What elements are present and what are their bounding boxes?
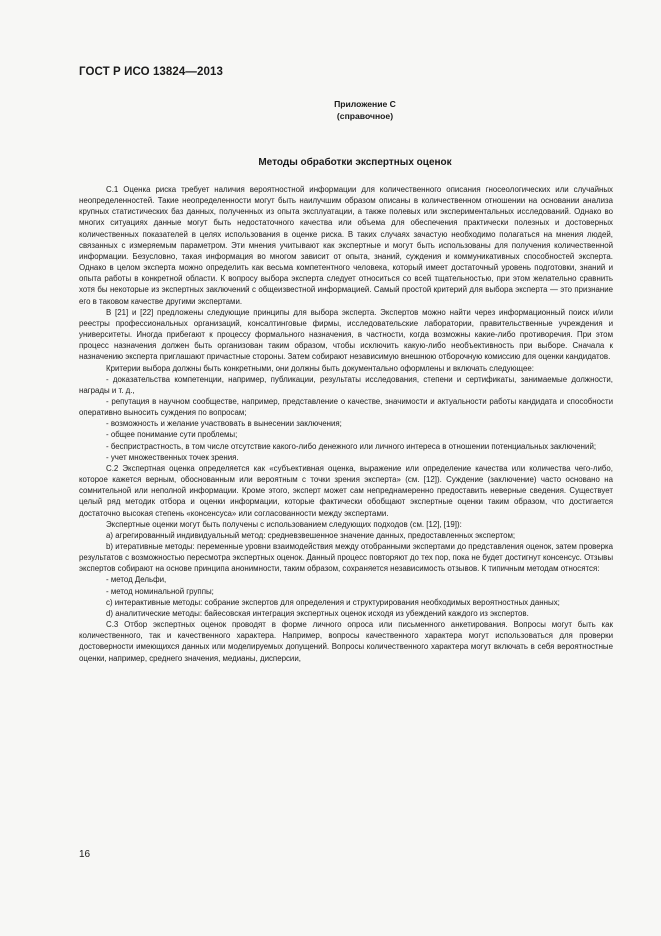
list-item: d) аналитические методы: байесовская интеграция экспертных оценок исходя из убеждений каждого из экспертов. <box>106 608 529 618</box>
list-item: b) итеративные методы: переменные уровни взаимодействия между отобранными экспертами до представления оценок, затем проверка результатов с возможностью пересмотра экспертных оценок. Данный процесс повторяют до тех пор, пока не будет достигнут консенсус. Отзывы экспертов собирают на основе принципа анонимности, таким образом, сохраняется независимость отзывов. К типичным методам относятся: <box>79 542 613 574</box>
paragraph-approaches: Экспертные оценки могут быть получены с использованием следующих подходов (см. [12], [19]): <box>106 519 462 529</box>
list-item: a) агрегированный индивидуальный метод: средневзвешенное значение данных, предоставленных экспертом; <box>106 530 516 540</box>
list-item: - общее понимание сути проблемы; <box>106 430 238 440</box>
appendix-heading <box>290 98 440 122</box>
list-item: - метод номинальной группы; <box>106 586 214 596</box>
appendix-title: Приложение С <box>334 99 396 109</box>
appendix-subtitle: (справочное) <box>336 111 394 121</box>
paragraph-c2: С.2 Экспертная оценка определяется как «субъективная оценка, выражение или определение качества или количества чего-либо, которое кажется верным, обоснованным или вероятным с точки зрения эксперта» (см. [12]). Суждение (заключение) часто основано на сомнительной или неполной информации. Кроме этого, эксперт может сам непреднамеренно предоставить неверные сведения. Существует целый ряд методик отбора и оценки информации, которые фактически обобщают экспертные оценки таким образом, что достигается достаточно высокая степень «консенсуса» или согласованности между экспертами. <box>79 463 613 518</box>
paragraph-c3: С.3 Отбор экспертных оценок проводят в форме личного опроса или письменного анкетирования. Вопросы могут быть как количественного, так и качественного характера. Например, вопросы качественного характера могут использоваться для проверки достоверности имеющихся данных или моделируемых допущений. Вопросы количественного характера могут включать в себя вероятностные оценки, например, среднего значения, медианы, дисперсии, <box>79 620 613 663</box>
list-item: - репутация в научном сообществе, например, представление о качестве, значимости и актуальности работы кандидата и способности оперативно выносить суждения по вопросам; <box>79 396 613 418</box>
list-item: - метод Дельфи, <box>106 575 167 585</box>
list-item: - возможность и желание участвовать в вынесении заключения; <box>106 419 342 429</box>
list-item: - доказательства компетенции, например, публикации, результаты исследования, степени и сертификаты, занимаемые должности, награды и т. д., <box>79 374 613 395</box>
section-title: Методы обработки экспертных оценок <box>258 157 452 168</box>
paragraph-expert-selection: В [21] и [22] предложены следующие принципы для выбора эксперта. Экспертов можно найти через информационный поиск и/или реестры профессиональных организаций, консалтинговые фирмы, исследовательские лаборатории, правительственные учреждения и университеты. Иногда прибегают к процессу формального назначения, в частности, когда возможны какие-либо противоречия. При этом процесс назначения должен быть организован таким образом, чтобы исключить какую-либо необъективность при выборе. Сначала к назначению эксперта приглашают причастные стороны. Затем собирают независимую внешнюю отборочную комиссию для оценки кандидатов. <box>79 307 613 362</box>
list-item: c) интерактивные методы: собрание экспертов для определения и структурирования необходимых вероятностных данных; <box>106 597 560 607</box>
paragraph-criteria: Критерии выбора должны быть конкретными, они должны быть документально оформлены и включать следующее: <box>106 363 534 373</box>
page-number: 16 <box>79 849 91 860</box>
document-code-header: ГОСТ Р ИСО 13824—2013 <box>79 66 224 78</box>
paragraph-c1: С.1 Оценка риска требует наличия вероятностной информации для количественного описания гносеологических или случайных неопределенностей. Такие неопределенности могут быть наилучшим образом описаны в количественном отношении на основании анализа крупных статистических баз данных, полученных из опыта эксплуатации, а также полевых или экспериментальных исследований. Однако во многих ситуациях данные могут быть недостаточного качества или объема для обеспечения практически полезных и достоверных количественных показателей в целях использования в оценке риска. В таких случаях зачастую необходимо полагаться на мнения людей, связанных с измеряемым параметром. Эти мнения учитывают как экспертные и могут быть использованы для получения количественной информации. Безусловно, такая информация во многом зависит от опыта, знаний, суждения и коммуникативных способностей эксперта. Однако в целом эксперта можно определить как весьма компетентного человека, который имеет достаточный уровень подготовки, знаний и опыта работы в конкретной области. К вопросу выбора эксперта следует относиться со всей тщательностью, при этом желательно сравнить хотя бы некоторые из экспертных заключений с общеизвестной информацией. Самый простой критерий для выбора эксперта — это признание его в таковом качестве другими экспертами. <box>79 185 613 306</box>
list-item: - беспристрастность, в том числе отсутствие какого-либо денежного или личного интереса в отношении потенциальных заключений; <box>106 441 597 451</box>
list-item: - учет множественных точек зрения. <box>106 452 239 462</box>
body-text <box>79 184 613 664</box>
